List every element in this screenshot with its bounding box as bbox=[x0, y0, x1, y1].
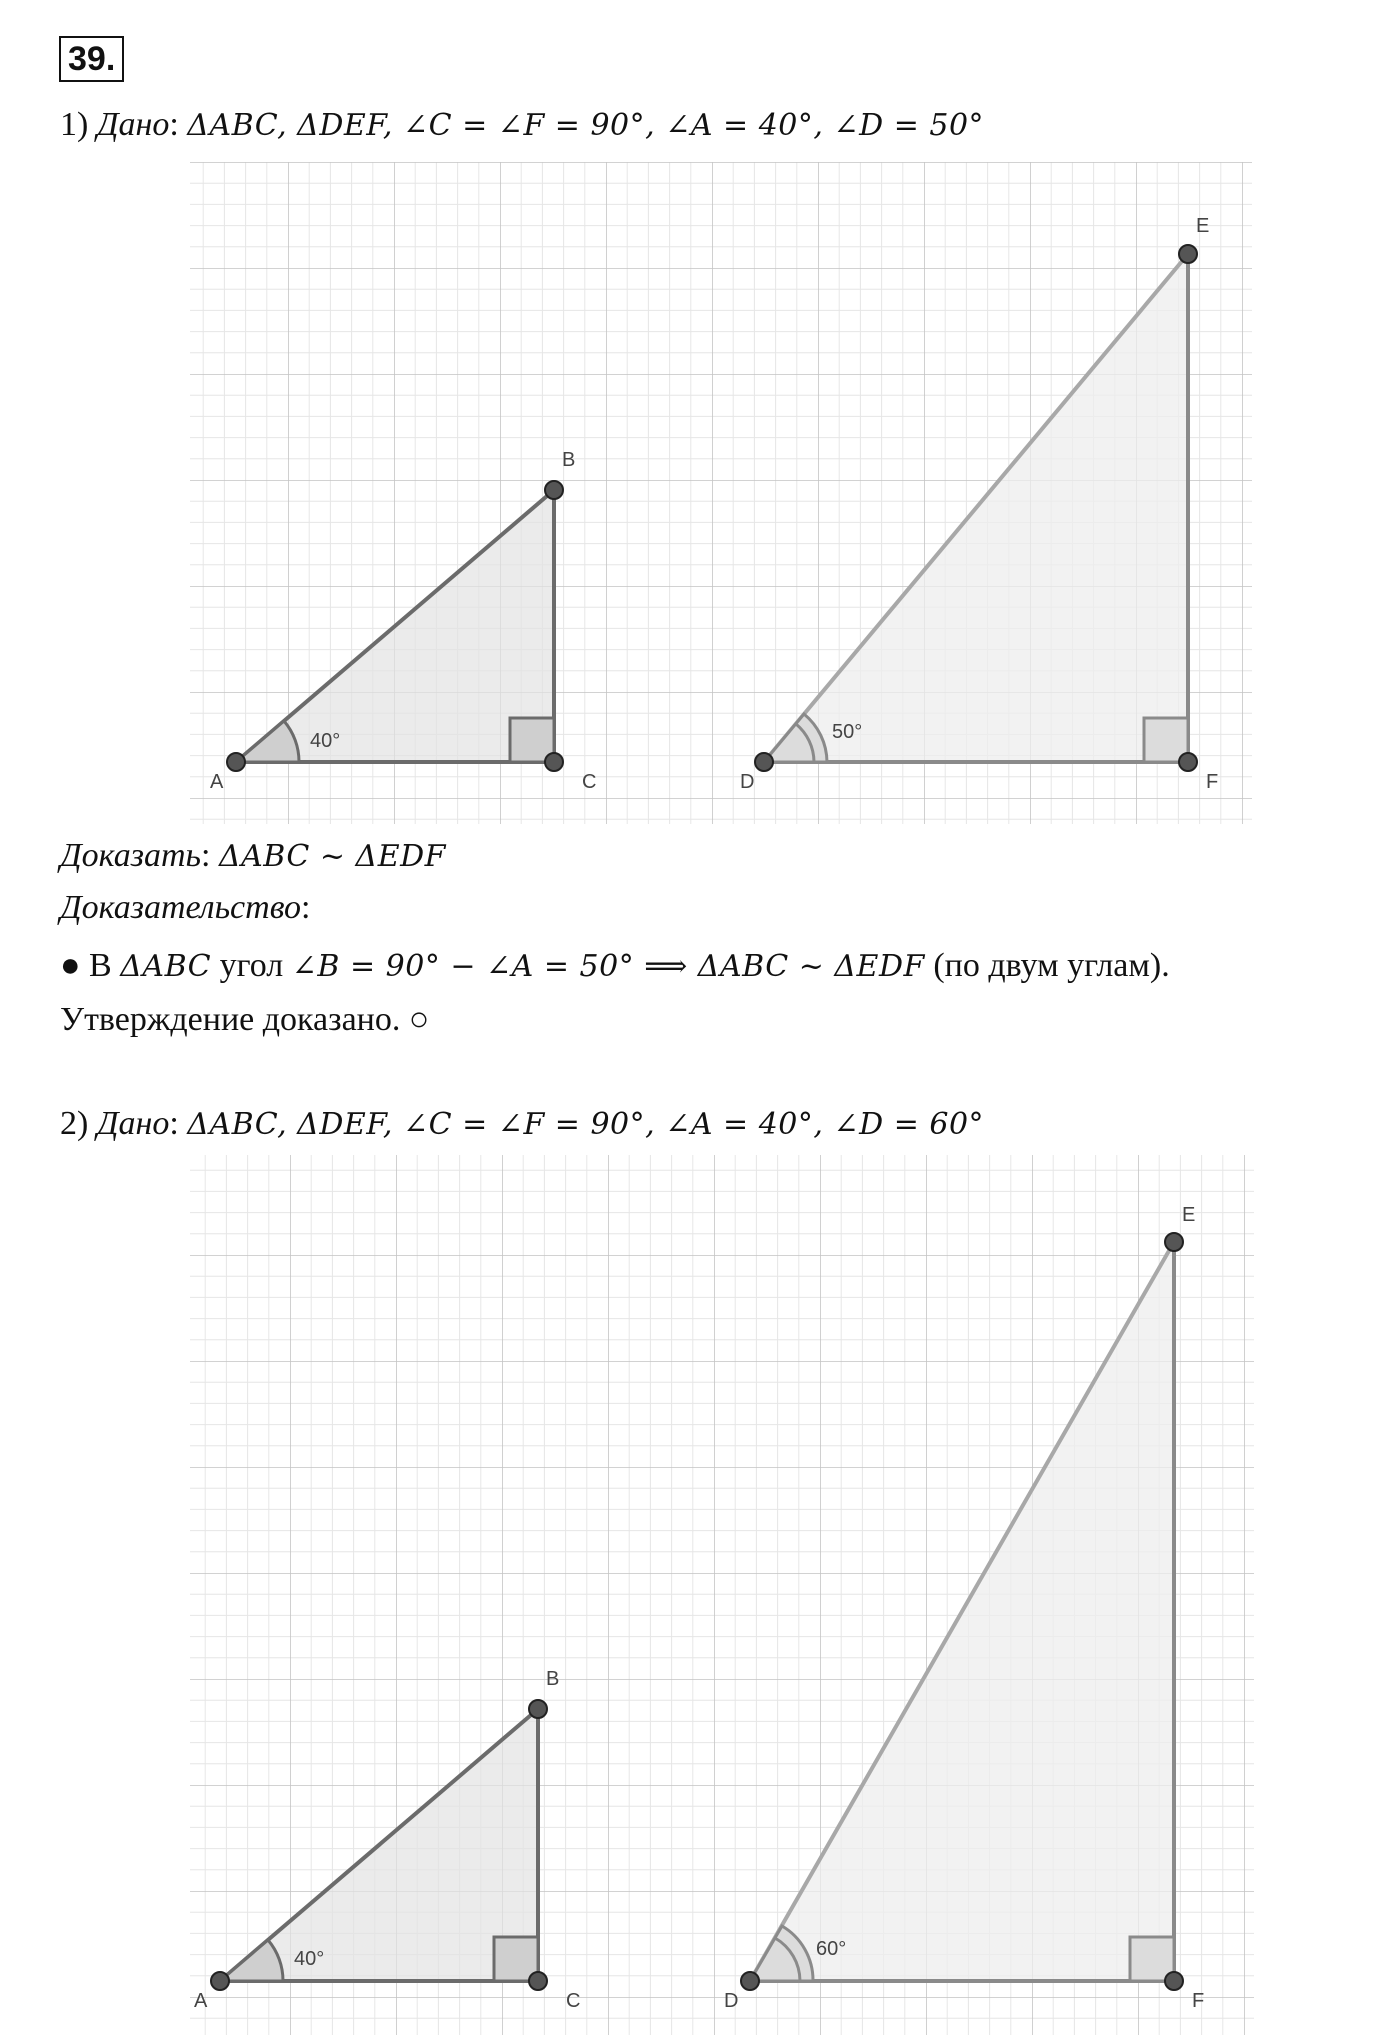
label-e: E bbox=[1196, 215, 1210, 237]
part2-given-line: 2) Дано: ΔABC, ΔDEF, ∠C = ∠F = 90°, ∠A = 40°, ∠D = 60° bbox=[60, 1105, 985, 1142]
label-f: F bbox=[1206, 771, 1219, 793]
part1-prove-math: ΔABC ~ ΔEDF bbox=[218, 839, 446, 874]
part1-given-math: ΔABC, ΔDEF, ∠C = ∠F = 90°, ∠A = 40°, ∠D = 50° bbox=[187, 108, 985, 143]
label-c: C bbox=[582, 771, 597, 793]
point-a bbox=[227, 753, 245, 771]
part1-prefix: 1) bbox=[60, 106, 89, 143]
point-f bbox=[1179, 753, 1197, 771]
point-e bbox=[1179, 245, 1197, 263]
angle-label-a: 40° bbox=[310, 730, 341, 752]
label2-e: E bbox=[1182, 1204, 1196, 1226]
part1-proof-line bbox=[60, 944, 1170, 989]
part1-proof-label: Доказательство bbox=[60, 889, 302, 926]
label2-a: A bbox=[194, 1990, 208, 2012]
point-d bbox=[755, 753, 773, 771]
proof-triangle: ΔABC bbox=[120, 949, 212, 984]
part1-prove-label: Доказать bbox=[60, 837, 201, 874]
point-c bbox=[545, 753, 563, 771]
angle-label-d: 50° bbox=[832, 721, 863, 743]
angle2-label-d: 60° bbox=[816, 1938, 847, 1960]
label-d: D bbox=[740, 771, 755, 793]
bullet: ● bbox=[60, 947, 81, 984]
figure-1 bbox=[190, 152, 1260, 824]
figure-2 bbox=[190, 1155, 1260, 2041]
part1-given-label: Дано bbox=[96, 106, 170, 143]
part1-given-line: 1) Дано: ΔABC, ΔDEF, ∠C = ∠F = 90°, ∠A = 40°, ∠D = 50° bbox=[60, 106, 985, 143]
proof-math: ∠B = 90° − ∠A = 50° ⟹ ΔABC ~ ΔEDF bbox=[291, 949, 925, 984]
proof-word-ugol: угол bbox=[219, 947, 284, 984]
label-a: A bbox=[210, 771, 224, 793]
label-b: B bbox=[562, 449, 576, 471]
angle2-label-a: 40° bbox=[294, 1948, 325, 1970]
point2-e bbox=[1165, 1233, 1183, 1251]
part2-given-label: Дано bbox=[96, 1105, 170, 1142]
label2-d: D bbox=[724, 1990, 739, 2012]
proof-word-v: В bbox=[89, 947, 112, 984]
label2-f: F bbox=[1192, 1990, 1205, 2012]
part1-prove-line: Доказать: ΔABC ~ ΔEDF bbox=[60, 837, 446, 874]
point2-b bbox=[529, 1700, 547, 1718]
proof-tail: (по двум углам). bbox=[933, 947, 1170, 984]
part1-proof-label-line: Доказательство: bbox=[60, 889, 311, 926]
point2-c bbox=[529, 1972, 547, 1990]
problem-number: 39. bbox=[59, 36, 124, 82]
part2-prefix: 2) bbox=[60, 1105, 89, 1142]
point2-d bbox=[741, 1972, 759, 1990]
part2-given-math: ΔABC, ΔDEF, ∠C = ∠F = 90°, ∠A = 40°, ∠D = 60° bbox=[187, 1107, 985, 1142]
point-b bbox=[545, 481, 563, 499]
label2-b: B bbox=[546, 1668, 560, 1690]
part1-conclusion: Утверждение доказано. ○ bbox=[60, 1001, 430, 1038]
point2-a bbox=[211, 1972, 229, 1990]
point2-f bbox=[1165, 1972, 1183, 1990]
label2-c: C bbox=[566, 1990, 581, 2012]
